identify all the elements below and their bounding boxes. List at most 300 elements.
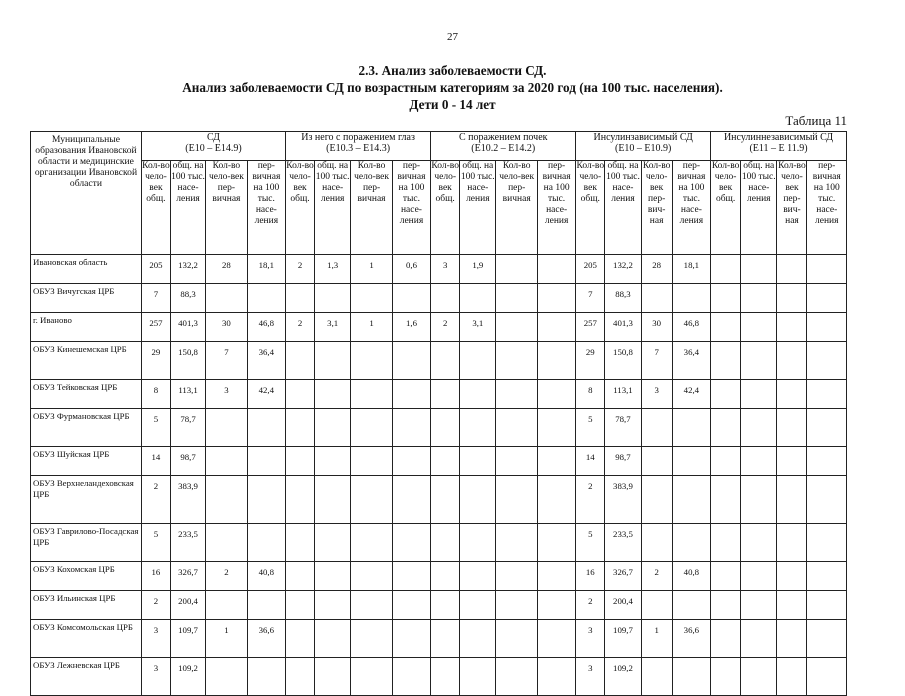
group-header — [576, 132, 711, 161]
morbidity-table — [30, 131, 847, 696]
table-cell — [537, 409, 575, 447]
table-cell: 326,7 — [605, 562, 641, 591]
table-cell: 401,3 — [170, 313, 205, 342]
table-cell — [286, 524, 315, 562]
table-cell — [807, 620, 847, 658]
table-cell: 40,8 — [672, 562, 710, 591]
table-cell — [392, 284, 430, 313]
table-cell — [807, 591, 847, 620]
table-cell — [711, 447, 741, 476]
table-cell — [537, 658, 575, 696]
table-cell — [672, 658, 710, 696]
table-cell: 383,9 — [605, 476, 641, 524]
table-cell — [711, 524, 741, 562]
table-cell — [315, 562, 351, 591]
table-cell: 7 — [641, 342, 672, 380]
table-cell — [777, 620, 807, 658]
table-cell — [431, 524, 460, 562]
table-cell — [672, 447, 710, 476]
table-cell — [460, 524, 496, 562]
table-cell — [392, 524, 430, 562]
table-cell — [537, 447, 575, 476]
table-cell — [247, 524, 285, 562]
table-cell — [807, 524, 847, 562]
table-cell — [286, 447, 315, 476]
table-cell — [431, 620, 460, 658]
table-cell — [286, 591, 315, 620]
table-cell — [286, 284, 315, 313]
table-cell — [206, 476, 247, 524]
table-row — [31, 620, 847, 658]
table-cell: 46,8 — [247, 313, 285, 342]
table-cell — [351, 476, 392, 524]
table-cell — [460, 342, 496, 380]
sub-column-header: общ. на 100 тыс. насе-ления — [170, 161, 205, 255]
table-cell — [641, 591, 672, 620]
table-cell: 29 — [576, 342, 605, 380]
table-cell — [206, 658, 247, 696]
table-cell — [460, 380, 496, 409]
table-cell: 7 — [141, 284, 170, 313]
table-cell: 3,1 — [315, 313, 351, 342]
table-cell — [206, 524, 247, 562]
table-cell — [711, 409, 741, 447]
table-cell: 5 — [141, 409, 170, 447]
table-cell — [392, 620, 430, 658]
sub-column-header: общ. на 100 тыс. насе-ления — [605, 161, 641, 255]
table-cell — [206, 591, 247, 620]
group-codes: (Е10.3 – Е14.3) — [326, 143, 391, 154]
table-cell: 5 — [141, 524, 170, 562]
table-cell: 3 — [141, 620, 170, 658]
table-cell: 98,7 — [170, 447, 205, 476]
table-cell — [807, 476, 847, 524]
row-name: ОБУЗ Кохомская ЦРБ — [31, 562, 142, 591]
table-cell: 132,2 — [605, 255, 641, 284]
table-cell — [247, 447, 285, 476]
table-cell — [351, 658, 392, 696]
table-cell — [392, 447, 430, 476]
table-cell — [351, 380, 392, 409]
table-cell — [741, 658, 777, 696]
table-cell — [807, 447, 847, 476]
table-cell — [496, 313, 537, 342]
table-cell — [807, 658, 847, 696]
table-cell — [741, 476, 777, 524]
table-cell — [315, 524, 351, 562]
table-cell — [431, 447, 460, 476]
table-cell: 5 — [576, 524, 605, 562]
table-cell: 3 — [431, 255, 460, 284]
table-cell — [496, 380, 537, 409]
table-cell — [392, 380, 430, 409]
table-cell — [711, 255, 741, 284]
table-cell — [807, 284, 847, 313]
sub-column-header: пер-вичная на 100 тыс. насе-ления — [537, 161, 575, 255]
table-row — [31, 476, 847, 524]
sub-column-header: Кол-во чело-век общ. — [141, 161, 170, 255]
table-cell — [286, 476, 315, 524]
table-cell — [351, 342, 392, 380]
group-codes: (Е10 – Е10.9) — [614, 143, 672, 154]
table-cell — [392, 562, 430, 591]
table-cell — [496, 658, 537, 696]
table-cell — [537, 380, 575, 409]
sub-column-header: общ. на 100 тыс. насе-ления — [741, 161, 777, 255]
table-cell: 326,7 — [170, 562, 205, 591]
table-cell: 1,3 — [315, 255, 351, 284]
table-cell — [741, 284, 777, 313]
table-cell — [351, 447, 392, 476]
table-cell — [315, 476, 351, 524]
table-cell — [496, 562, 537, 591]
table-cell — [741, 591, 777, 620]
table-cell — [537, 562, 575, 591]
table-cell — [206, 409, 247, 447]
table-cell — [777, 524, 807, 562]
table-row — [31, 380, 847, 409]
table-cell — [777, 380, 807, 409]
table-cell — [741, 380, 777, 409]
table-cell — [711, 620, 741, 658]
table-cell: 78,7 — [170, 409, 205, 447]
table-cell: 2 — [576, 476, 605, 524]
table-cell — [711, 476, 741, 524]
table-cell: 113,1 — [605, 380, 641, 409]
table-row — [31, 255, 847, 284]
table-cell — [431, 284, 460, 313]
table-cell: 88,3 — [605, 284, 641, 313]
table-cell: 2 — [641, 562, 672, 591]
table-cell — [807, 342, 847, 380]
group-codes: (Е10 – Е14.9) — [185, 143, 242, 154]
table-cell: 46,8 — [672, 313, 710, 342]
table-cell: 18,1 — [247, 255, 285, 284]
table-cell: 1,9 — [460, 255, 496, 284]
table-cell: 14 — [576, 447, 605, 476]
table-cell: 36,4 — [247, 342, 285, 380]
table-cell — [247, 476, 285, 524]
table-cell: 109,7 — [605, 620, 641, 658]
table-cell — [777, 591, 807, 620]
table-cell — [741, 342, 777, 380]
table-cell: 3 — [576, 620, 605, 658]
table-cell: 42,4 — [672, 380, 710, 409]
table-cell — [315, 380, 351, 409]
table-cell — [741, 313, 777, 342]
sub-column-header: пер-вичная на 100 тыс. насе-ления — [807, 161, 847, 255]
section-title: 2.3. Анализ заболеваемости СД. — [358, 63, 547, 78]
table-cell — [672, 284, 710, 313]
table-cell — [315, 591, 351, 620]
table-cell — [460, 562, 496, 591]
table-cell: 3 — [206, 380, 247, 409]
table-cell: 2 — [431, 313, 460, 342]
table-cell — [392, 658, 430, 696]
table-row — [31, 591, 847, 620]
group-header — [431, 132, 576, 161]
table-cell: 28 — [641, 255, 672, 284]
sub-column-header: Кол-во чело-век пер-вич-ная — [777, 161, 807, 255]
table-cell: 42,4 — [247, 380, 285, 409]
row-name: ОБУЗ Кинешемская ЦРБ — [31, 342, 142, 380]
group-header — [141, 132, 285, 161]
table-cell — [672, 409, 710, 447]
table-cell: 7 — [206, 342, 247, 380]
sub-column-header: пер-вичная на 100 тыс. насе-ления — [247, 161, 285, 255]
page-number: 27 — [447, 31, 458, 43]
table-cell — [741, 524, 777, 562]
table-cell — [537, 342, 575, 380]
group-title: Из него с поражением глаз — [301, 132, 415, 143]
table-cell — [777, 447, 807, 476]
table-cell — [496, 524, 537, 562]
table-cell — [496, 342, 537, 380]
sub-column-header: Кол-во чело-век пер-вичная — [351, 161, 392, 255]
table-cell — [537, 476, 575, 524]
table-cell: 8 — [576, 380, 605, 409]
table-cell — [392, 342, 430, 380]
table-cell: 7 — [576, 284, 605, 313]
table-cell: 257 — [576, 313, 605, 342]
sub-column-header: общ. на 100 тыс. насе-ления — [460, 161, 496, 255]
table-cell — [286, 658, 315, 696]
group-title: СД — [206, 132, 220, 143]
table-cell — [315, 409, 351, 447]
table-cell — [711, 562, 741, 591]
sub-column-header: Кол-во чело-век пер-вич-ная — [641, 161, 672, 255]
table-cell — [431, 658, 460, 696]
table-cell: 18,1 — [672, 255, 710, 284]
table-cell — [286, 562, 315, 591]
table-cell — [807, 409, 847, 447]
table-cell: 36,4 — [672, 342, 710, 380]
table-row — [31, 562, 847, 591]
table-cell — [807, 380, 847, 409]
table-cell — [672, 524, 710, 562]
table-cell — [315, 284, 351, 313]
table-cell: 233,5 — [605, 524, 641, 562]
table-cell — [641, 447, 672, 476]
age-group-title: Дети 0 - 14 лет — [409, 97, 496, 112]
row-name: ОБУЗ Тейковская ЦРБ — [31, 380, 142, 409]
table-cell — [807, 313, 847, 342]
table-cell — [206, 447, 247, 476]
table-row — [31, 409, 847, 447]
row-name: Ивановская область — [31, 255, 142, 284]
table-cell — [460, 409, 496, 447]
table-label: Таблица 11 — [785, 113, 847, 128]
group-title: Инсулинзависимый СД — [593, 132, 693, 143]
row-name: ОБУЗ Ильинская ЦРБ — [31, 591, 142, 620]
sub-column-header: пер-вичная на 100 тыс. насе-ления — [672, 161, 710, 255]
table-cell — [741, 620, 777, 658]
table-cell: 29 — [141, 342, 170, 380]
table-cell: 401,3 — [605, 313, 641, 342]
table-cell — [807, 255, 847, 284]
table-cell — [431, 476, 460, 524]
table-cell — [711, 342, 741, 380]
table-cell — [247, 591, 285, 620]
table-cell — [351, 620, 392, 658]
table-cell: 383,9 — [170, 476, 205, 524]
table-cell — [807, 562, 847, 591]
table-cell: 109,7 — [170, 620, 205, 658]
table-cell: 14 — [141, 447, 170, 476]
table-cell: 3 — [141, 658, 170, 696]
table-cell — [641, 284, 672, 313]
table-cell: 16 — [141, 562, 170, 591]
table-cell — [537, 284, 575, 313]
table-cell — [741, 409, 777, 447]
table-subtitle: Анализ заболеваемости СД по возрастным категориям за 2020 год (на 100 тыс. населения). — [182, 80, 723, 95]
table-cell — [286, 380, 315, 409]
table-cell — [741, 255, 777, 284]
table-cell — [777, 476, 807, 524]
table-cell — [351, 409, 392, 447]
table-cell: 8 — [141, 380, 170, 409]
table-cell — [537, 524, 575, 562]
table-cell — [315, 620, 351, 658]
table-cell — [496, 447, 537, 476]
sub-column-header: Кол-во чело-век пер-вичная — [496, 161, 537, 255]
table-cell: 30 — [641, 313, 672, 342]
table-cell: 36,6 — [672, 620, 710, 658]
table-cell — [431, 591, 460, 620]
sub-column-header: Кол-во чело-век общ. — [286, 161, 315, 255]
table-cell — [392, 591, 430, 620]
table-cell: 98,7 — [605, 447, 641, 476]
table-row — [31, 342, 847, 380]
table-cell — [392, 409, 430, 447]
table-cell: 233,5 — [170, 524, 205, 562]
group-title: С поражением почек — [458, 132, 548, 143]
table-cell — [351, 284, 392, 313]
row-name: ОБУЗ Гаврилово-Посадская ЦРБ — [31, 524, 142, 562]
table-cell — [641, 409, 672, 447]
table-cell: 28 — [206, 255, 247, 284]
table-cell — [286, 409, 315, 447]
table-cell: 2 — [141, 476, 170, 524]
table-cell: 2 — [206, 562, 247, 591]
table-cell — [496, 591, 537, 620]
table-cell: 2 — [576, 591, 605, 620]
table-cell — [392, 476, 430, 524]
table-cell: 5 — [576, 409, 605, 447]
table-cell — [777, 342, 807, 380]
sub-column-header: пер-вичная на 100 тыс. насе-ления — [392, 161, 430, 255]
table-cell: 1 — [206, 620, 247, 658]
table-cell — [711, 658, 741, 696]
table-cell: 36,6 — [247, 620, 285, 658]
table-cell: 109,2 — [170, 658, 205, 696]
table-cell — [641, 524, 672, 562]
table-cell — [711, 380, 741, 409]
table-cell — [286, 620, 315, 658]
table-cell: 1,6 — [392, 313, 430, 342]
name-column-header: Муниципальные образования Ивановской области и медицинские организации Ивановской области — [31, 132, 142, 255]
table-cell: 150,8 — [605, 342, 641, 380]
table-cell — [315, 342, 351, 380]
group-codes: (Е10.2 – Е14.2) — [471, 143, 536, 154]
table-cell: 113,1 — [170, 380, 205, 409]
table-cell — [741, 562, 777, 591]
table-cell: 1 — [351, 313, 392, 342]
table-cell — [496, 620, 537, 658]
table-row — [31, 313, 847, 342]
table-cell: 109,2 — [605, 658, 641, 696]
table-cell — [315, 447, 351, 476]
table-cell — [777, 255, 807, 284]
table-cell — [777, 562, 807, 591]
table-cell — [711, 313, 741, 342]
table-cell — [315, 658, 351, 696]
table-cell: 205 — [576, 255, 605, 284]
table-cell — [460, 591, 496, 620]
table-cell: 0,6 — [392, 255, 430, 284]
table-cell — [496, 476, 537, 524]
table-cell — [460, 447, 496, 476]
table-cell: 3 — [641, 380, 672, 409]
table-cell — [537, 255, 575, 284]
table-cell — [247, 658, 285, 696]
table-cell — [777, 658, 807, 696]
table-cell — [460, 620, 496, 658]
table-cell: 16 — [576, 562, 605, 591]
table-cell — [496, 255, 537, 284]
row-name: ОБУЗ Верхнеландеховская ЦРБ — [31, 476, 142, 524]
table-cell: 3 — [576, 658, 605, 696]
table-cell: 78,7 — [605, 409, 641, 447]
table-cell — [537, 313, 575, 342]
row-name: ОБУЗ Лежневская ЦРБ — [31, 658, 142, 696]
table-cell: 205 — [141, 255, 170, 284]
table-cell — [496, 284, 537, 313]
row-name: ОБУЗ Комсомольская ЦРБ — [31, 620, 142, 658]
table-cell — [711, 591, 741, 620]
table-cell — [431, 342, 460, 380]
table-cell: 88,3 — [170, 284, 205, 313]
table-cell — [641, 476, 672, 524]
table-row — [31, 658, 847, 696]
table-cell — [460, 476, 496, 524]
table-cell — [460, 658, 496, 696]
table-cell — [351, 591, 392, 620]
table-cell — [351, 524, 392, 562]
table-cell — [496, 409, 537, 447]
group-title: Инсулиннезависимый СД — [723, 132, 834, 143]
table-cell — [741, 447, 777, 476]
table-cell — [777, 313, 807, 342]
row-name: ОБУЗ Шуйская ЦРБ — [31, 447, 142, 476]
group-codes: (Е11 – Е 11.9) — [749, 143, 808, 154]
table-cell: 2 — [286, 313, 315, 342]
sub-column-header: общ. на 100 тыс. насе-ления — [315, 161, 351, 255]
table-cell — [777, 284, 807, 313]
sub-column-header: Кол-во чело-век общ. — [576, 161, 605, 255]
table-cell: 2 — [141, 591, 170, 620]
table-cell — [641, 658, 672, 696]
table-cell — [351, 562, 392, 591]
table-cell: 3,1 — [460, 313, 496, 342]
group-header — [286, 132, 431, 161]
table-cell — [537, 620, 575, 658]
table-cell — [460, 284, 496, 313]
table-row — [31, 284, 847, 313]
row-name: ОБУЗ Фурмановская ЦРБ — [31, 409, 142, 447]
table-cell — [206, 284, 247, 313]
table-cell — [711, 284, 741, 313]
